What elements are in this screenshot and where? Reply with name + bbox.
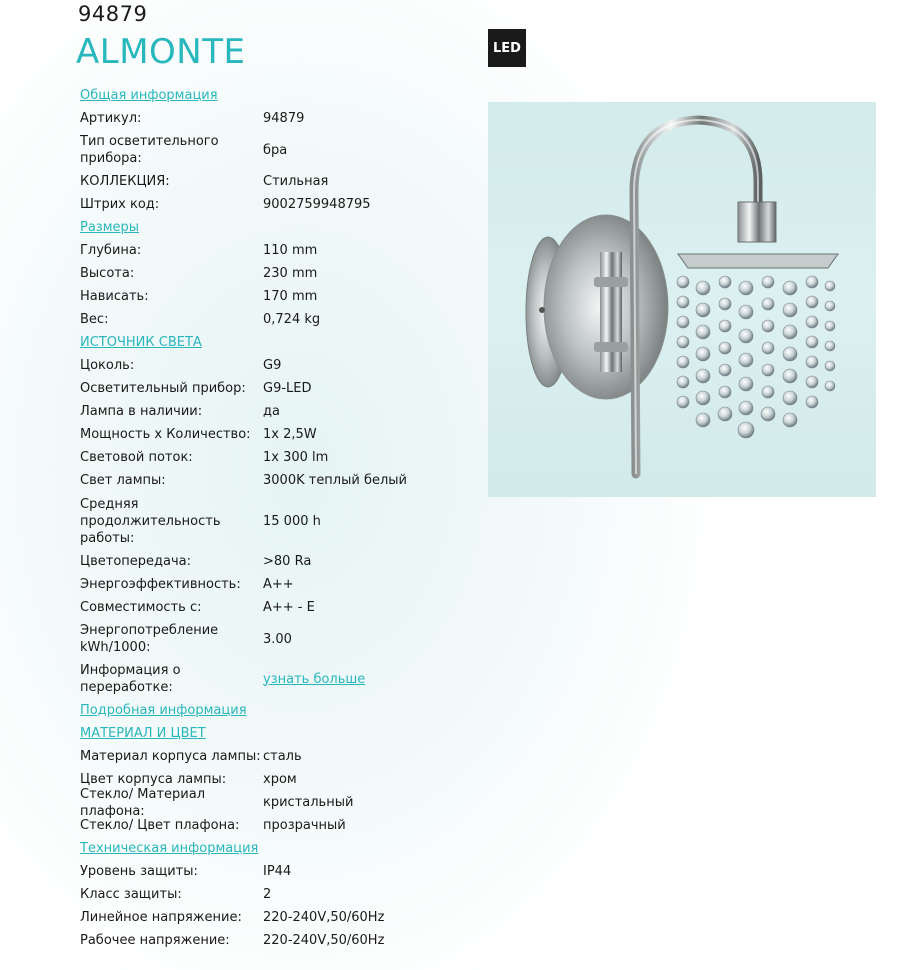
spec-value: прозрачный bbox=[263, 818, 346, 833]
spec-row bbox=[80, 130, 460, 170]
spec-label: Совместимость с: bbox=[80, 600, 202, 615]
spec-value: 220-240V,50/60Hz bbox=[263, 910, 385, 925]
spec-row bbox=[80, 596, 460, 619]
spec-value: G9 bbox=[263, 358, 282, 373]
spec-value: 3000K теплый белый bbox=[263, 473, 408, 488]
spec-label: КОЛЛЕКЦИЯ: bbox=[80, 174, 170, 189]
spec-row bbox=[80, 814, 460, 837]
spec-row bbox=[80, 193, 460, 216]
spec-row bbox=[80, 550, 460, 573]
spec-label: Штрих код: bbox=[80, 197, 160, 212]
spec-row bbox=[80, 619, 460, 659]
section-technical-link[interactable]: Техническая информация bbox=[80, 841, 259, 856]
spec-label: Уровень защиты: bbox=[80, 864, 198, 879]
spec-value: 2 bbox=[263, 887, 272, 902]
spec-value: 0,724 kg bbox=[263, 312, 321, 327]
spec-value: Стильная bbox=[263, 174, 329, 189]
spec-label: Класс защиты: bbox=[80, 887, 182, 902]
spec-label: Осветительный прибор: bbox=[80, 381, 246, 396]
spec-row bbox=[80, 354, 460, 377]
spec-value: хром bbox=[263, 772, 297, 787]
spec-label: Рабочее напряжение: bbox=[80, 933, 230, 948]
spec-row bbox=[80, 400, 460, 423]
spec-row bbox=[80, 239, 460, 262]
section-detailed-link[interactable]: Подробная информация bbox=[80, 703, 247, 718]
spec-value: G9-LED bbox=[263, 381, 312, 396]
product-title: ALMONTE bbox=[76, 32, 246, 72]
spec-value: сталь bbox=[263, 749, 302, 764]
spec-label: Цвет корпуса лампы: bbox=[80, 772, 227, 787]
section-dimensions-link[interactable]: Размеры bbox=[80, 220, 140, 235]
spec-row bbox=[80, 469, 460, 492]
spec-row bbox=[80, 308, 460, 331]
spec-label: Световой поток: bbox=[80, 450, 193, 465]
spec-table bbox=[80, 84, 460, 952]
spec-row bbox=[80, 107, 460, 130]
learn-more-link[interactable]: узнать больше bbox=[263, 671, 366, 687]
spec-label: Артикул: bbox=[80, 111, 142, 126]
section-light-link[interactable]: ИСТОЧНИК СВЕТА bbox=[80, 335, 202, 350]
spec-value: IP44 bbox=[263, 864, 292, 879]
spec-row bbox=[80, 377, 460, 400]
spec-value: 110 mm bbox=[263, 243, 318, 258]
spec-label: Стекло/ Материал плафона: bbox=[80, 786, 206, 819]
spec-row bbox=[80, 745, 460, 768]
spec-value: 1x 2,5W bbox=[263, 427, 317, 442]
spec-value: бра bbox=[263, 142, 288, 158]
spec-row bbox=[80, 573, 460, 596]
spec-row bbox=[80, 170, 460, 193]
spec-row bbox=[80, 285, 460, 308]
spec-row bbox=[80, 906, 460, 929]
crystal-strands bbox=[677, 276, 835, 438]
spec-label: Цоколь: bbox=[80, 358, 135, 373]
spec-label: Стекло/ Цвет плафона: bbox=[80, 818, 240, 833]
spec-value: 170 mm bbox=[263, 289, 318, 304]
spec-row bbox=[80, 786, 460, 819]
lamp-illustration bbox=[488, 102, 876, 497]
spec-value: 230 mm bbox=[263, 266, 318, 281]
spec-row bbox=[80, 262, 460, 285]
spec-label: Средняя продолжительность работы: bbox=[80, 496, 221, 546]
spec-value: да bbox=[263, 404, 280, 419]
product-number: 94879 bbox=[78, 2, 148, 26]
spec-label: Глубина: bbox=[80, 243, 142, 258]
spec-value: A++ - E bbox=[263, 600, 315, 615]
spec-row bbox=[80, 423, 460, 446]
section-general-link[interactable]: Общая информация bbox=[80, 88, 218, 103]
spec-row bbox=[80, 860, 460, 883]
spec-row bbox=[80, 883, 460, 906]
spec-value: 220-240V,50/60Hz bbox=[263, 933, 385, 948]
spec-row bbox=[80, 659, 460, 699]
spec-value: 1x 300 lm bbox=[263, 450, 329, 465]
spec-label: Тип осветительного прибора: bbox=[80, 134, 219, 166]
spec-label: Информация о переработке: bbox=[80, 663, 181, 695]
spec-label: Вес: bbox=[80, 312, 109, 327]
spec-value: >80 Ra bbox=[263, 554, 312, 569]
spec-label: Энергопотребление kWh/1000: bbox=[80, 623, 219, 655]
led-badge: LED bbox=[488, 29, 526, 67]
spec-row bbox=[80, 929, 460, 952]
spec-label: Цветопередача: bbox=[80, 554, 192, 569]
spec-label: Лампа в наличии: bbox=[80, 404, 203, 419]
spec-value: A++ bbox=[263, 577, 294, 592]
section-material-link[interactable]: МАТЕРИАЛ И ЦВЕТ bbox=[80, 726, 206, 741]
product-image bbox=[488, 102, 876, 497]
spec-value: 94879 bbox=[263, 111, 305, 126]
spec-value: 3.00 bbox=[263, 631, 292, 647]
spec-label: Линейное напряжение: bbox=[80, 910, 242, 925]
spec-value: кристальный bbox=[263, 795, 354, 810]
spec-label: Свет лампы: bbox=[80, 473, 166, 488]
spec-label: Энергоэффективность: bbox=[80, 577, 241, 592]
spec-label: Высота: bbox=[80, 266, 135, 281]
spec-row bbox=[80, 446, 460, 469]
spec-label: Материал корпуса лампы: bbox=[80, 749, 261, 764]
spec-row bbox=[80, 492, 460, 550]
spec-label: Мощность x Количество: bbox=[80, 427, 251, 442]
spec-label: Нависать: bbox=[80, 289, 149, 304]
spec-value: 9002759948795 bbox=[263, 197, 371, 212]
spec-value: 15 000 h bbox=[263, 513, 321, 529]
